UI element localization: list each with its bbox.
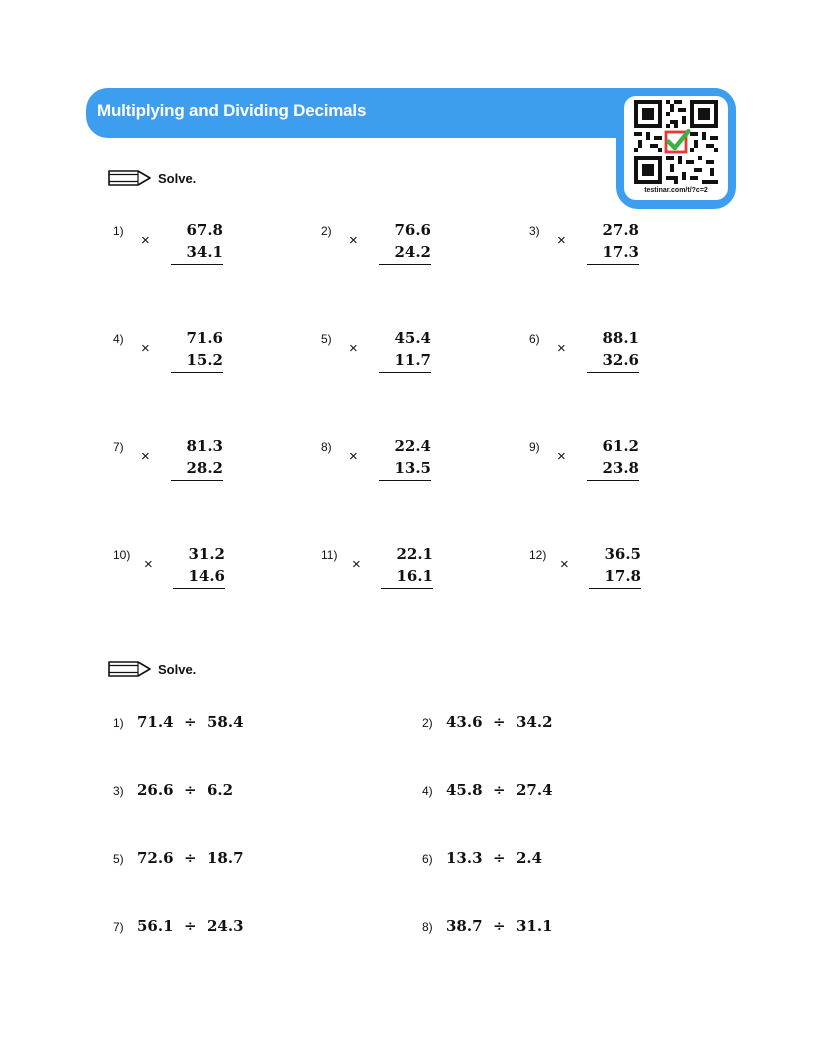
multiplication-problem — [113, 329, 223, 389]
division-expression: 72.6 ÷ 18.7 — [137, 849, 244, 867]
problem-number: 3) — [113, 784, 124, 798]
problem-number: 6) — [422, 852, 433, 866]
problem-number: 2) — [422, 716, 433, 730]
qr-card — [616, 88, 736, 209]
times-symbol: × — [557, 448, 566, 465]
division-expression: 26.6 ÷ 6.2 — [137, 781, 234, 799]
times-symbol: × — [557, 340, 566, 357]
instruction-label: Solve. — [158, 171, 197, 186]
division-problem — [113, 713, 244, 737]
division-expression: 56.1 ÷ 24.3 — [137, 917, 244, 935]
multiplication-problem — [529, 545, 639, 605]
page-title: Multiplying and Dividing Decimals — [97, 101, 367, 120]
multiplicand: 27.8 — [602, 221, 639, 239]
multiplicand: 88.1 — [602, 329, 639, 347]
division-problem — [422, 917, 553, 941]
answer-line — [173, 588, 225, 589]
multiplier: 23.8 — [602, 459, 639, 477]
multiplication-problem — [113, 545, 223, 605]
answer-line — [379, 372, 431, 373]
problem-number: 4) — [422, 784, 433, 798]
multiplier: 24.2 — [394, 243, 431, 261]
qr-url: testinar.com/t/?c=2 — [644, 187, 708, 194]
times-symbol: × — [349, 232, 358, 249]
answer-line — [171, 264, 223, 265]
multiplication-problem — [529, 329, 639, 389]
multiplication-problem — [529, 221, 639, 281]
multiplication-problem — [113, 221, 223, 281]
problem-number: 12) — [529, 548, 547, 562]
answer-line — [587, 372, 639, 373]
division-expression: 43.6 ÷ 34.2 — [446, 713, 553, 731]
multiplication-problem — [321, 329, 431, 389]
times-symbol: × — [557, 232, 566, 249]
answer-line — [381, 588, 433, 589]
problem-number: 1) — [113, 716, 124, 730]
multiplicand: 67.8 — [186, 221, 223, 239]
multiplier: 17.3 — [602, 243, 639, 261]
answer-line — [171, 480, 223, 481]
times-symbol: × — [141, 448, 150, 465]
multiplication-problem — [321, 221, 431, 281]
problem-number: 8) — [422, 920, 433, 934]
division-expression: 13.3 ÷ 2.4 — [446, 849, 543, 867]
qr-code-checkmark-icon — [634, 100, 718, 184]
division-problem — [422, 781, 553, 805]
times-symbol: × — [349, 340, 358, 357]
multiplier: 34.1 — [186, 243, 223, 261]
multiplier: 15.2 — [186, 351, 223, 369]
problem-number: 5) — [113, 852, 124, 866]
multiplication-problem — [321, 545, 431, 605]
qr-panel — [624, 96, 728, 200]
problem-number: 9) — [529, 440, 540, 454]
multiplication-problem — [113, 437, 223, 497]
division-expression: 71.4 ÷ 58.4 — [137, 713, 244, 731]
multiplier: 17.8 — [604, 567, 641, 585]
problem-number: 10) — [113, 548, 131, 562]
problem-number: 11) — [321, 548, 338, 562]
instruction-label: Solve. — [158, 662, 197, 677]
problem-number: 5) — [321, 332, 332, 346]
problem-number: 7) — [113, 440, 124, 454]
answer-line — [379, 480, 431, 481]
multiplicand: 45.4 — [394, 329, 431, 347]
times-symbol: × — [141, 232, 150, 249]
multiplicand: 71.6 — [186, 329, 223, 347]
times-symbol: × — [560, 556, 569, 573]
problem-number: 4) — [113, 332, 124, 346]
answer-line — [587, 480, 639, 481]
multiplicand: 36.5 — [604, 545, 641, 563]
division-problem — [113, 917, 244, 941]
division-problem — [113, 849, 244, 873]
problem-number: 3) — [529, 224, 540, 238]
multiplier: 32.6 — [602, 351, 639, 369]
times-symbol: × — [352, 556, 361, 573]
multiplier: 11.7 — [394, 351, 431, 369]
division-expression: 45.8 ÷ 27.4 — [446, 781, 553, 799]
division-problem — [422, 713, 553, 737]
problem-number: 1) — [113, 224, 124, 238]
times-symbol: × — [144, 556, 153, 573]
multiplicand: 22.4 — [394, 437, 431, 455]
answer-line — [587, 264, 639, 265]
multiplicand: 61.2 — [602, 437, 639, 455]
multiplier: 14.6 — [188, 567, 225, 585]
division-problem — [113, 781, 233, 805]
answer-line — [171, 372, 223, 373]
pencil-icon — [108, 659, 152, 679]
problem-number: 7) — [113, 920, 124, 934]
times-symbol: × — [349, 448, 358, 465]
multiplication-problem — [529, 437, 639, 497]
multiplier: 16.1 — [396, 567, 433, 585]
multiplicand: 31.2 — [188, 545, 225, 563]
multiplicand: 81.3 — [186, 437, 223, 455]
pencil-icon — [108, 168, 152, 188]
problem-number: 8) — [321, 440, 332, 454]
answer-line — [589, 588, 641, 589]
multiplier: 28.2 — [186, 459, 223, 477]
times-symbol: × — [141, 340, 150, 357]
multiplicand: 22.1 — [396, 545, 433, 563]
problem-number: 6) — [529, 332, 540, 346]
multiplication-problem — [321, 437, 431, 497]
multiplicand: 76.6 — [394, 221, 431, 239]
division-problem — [422, 849, 542, 873]
answer-line — [379, 264, 431, 265]
division-expression: 38.7 ÷ 31.1 — [446, 917, 553, 935]
problem-number: 2) — [321, 224, 332, 238]
multiplier: 13.5 — [394, 459, 431, 477]
